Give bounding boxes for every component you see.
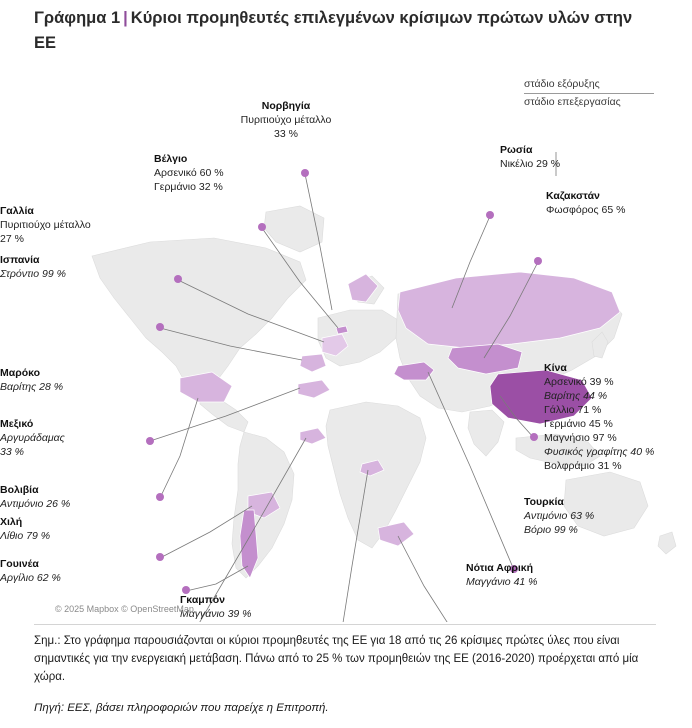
label-russia [500, 144, 560, 172]
country-item: Αντιμόνιο 26 % [0, 497, 71, 510]
country-item: Μαγγάνιο 39 % [180, 607, 252, 620]
map-figure [0, 66, 692, 622]
label-turkey [524, 496, 594, 538]
country-name-china: Κίνα [544, 362, 567, 374]
label-bolivia [0, 484, 154, 512]
country-shape-morocco [298, 380, 330, 398]
country-name-kazakhstan: Καζακστάν [546, 190, 600, 202]
country-name-guinea: Γουινέα [0, 558, 39, 570]
country-name-spain: Ισπανία [0, 254, 40, 266]
footer-divider [34, 624, 656, 625]
country-items-south-africa [466, 576, 538, 590]
label-spain [0, 254, 154, 282]
country-item: Γερμάνιο 32 % [154, 180, 223, 193]
country-items-russia [500, 158, 560, 172]
title-separator: | [123, 9, 128, 27]
country-items-guinea [0, 572, 188, 586]
country-items-chile [0, 530, 180, 544]
map-attribution: © 2025 Mapbox © OpenStreetMap [55, 604, 194, 614]
country-items-belgium [154, 167, 354, 195]
country-item: Αρσενικό 39 % [544, 375, 614, 388]
label-gabon [180, 594, 330, 622]
country-items-kazakhstan [546, 204, 625, 218]
country-items-turkey [524, 510, 594, 538]
map-legend [524, 77, 654, 110]
country-shape-spain [300, 354, 326, 372]
country-name-russia: Ρωσία [500, 144, 533, 156]
country-item: Πυριτιούχο μέταλλο [240, 113, 332, 126]
country-name-turkey: Τουρκία [524, 496, 564, 508]
country-item: Γερμάνιο 45 % [544, 417, 613, 430]
country-item: Αργίλιο 62 % [0, 571, 61, 584]
figure-note: Σημ.: Στο γράφημα παρουσιάζονται οι κύριοι προμηθευτές της ΕΕ για 18 από τις 26 κρίσιμες πρώτες ύλες που είναι σημαντικές για την ενεργειακή μετάβαση. Πάνω από το 25 % των προμηθειών της ΕΕ (2016-2020) προέρχεται από μία χώρα. [34, 635, 639, 684]
country-items-china [544, 376, 654, 474]
country-item: Μαγνήσιο 97 % [544, 431, 617, 444]
country-name-morocco: Μαρόκο [0, 367, 41, 379]
country-name-norway: Νορβηγία [261, 100, 311, 112]
country-item: Γάλλιο 71 % [544, 403, 602, 416]
country-item: Πυριτιούχο μέταλλο [0, 218, 91, 231]
country-name-belgium: Βέλγιο [154, 153, 188, 165]
country-name-bolivia: Βολιβία [0, 484, 39, 496]
country-items-france [0, 219, 172, 247]
country-item: Αντιμόνιο 63 % [524, 509, 595, 522]
figure-source: Πηγή: ΕΕΣ, βάσει πληροφοριών που παρείχε η Επιτροπή. [34, 702, 329, 714]
country-item: 27 % [0, 232, 24, 245]
country-item: 33 % [0, 445, 24, 458]
country-item: Βαρίτης 28 % [0, 380, 64, 393]
country-item: Αρσενικό 60 % [154, 166, 224, 179]
label-belgium [154, 153, 354, 195]
country-item: Βολφράμιο 31 % [544, 459, 622, 472]
legend-processing: στάδιο επεξεργασίας [524, 96, 621, 109]
country-item: Μαγγάνιο 41 % [466, 575, 538, 588]
label-mexico [0, 418, 154, 460]
country-name-chile: Χιλή [0, 516, 23, 528]
country-name-mexico: Μεξικό [0, 418, 34, 430]
country-name-gabon: Γκαμπόν [180, 594, 225, 606]
label-france [0, 205, 172, 247]
label-kazakhstan [546, 190, 625, 218]
country-item: Νικέλιο 29 % [500, 157, 561, 170]
country-shape-mexico [180, 372, 232, 402]
country-item: Αργυράδαμας [0, 431, 65, 444]
legend-extraction: στάδιο εξόρυξης [524, 77, 654, 94]
country-item: 33 % [274, 127, 298, 140]
label-south-africa [466, 562, 538, 590]
label-guinea [0, 558, 188, 586]
country-items-morocco [0, 381, 144, 395]
page-title [34, 6, 654, 56]
label-morocco [0, 367, 144, 395]
country-items-spain [0, 268, 154, 282]
figure-label: Γράφημα 1 [34, 9, 121, 27]
country-item: Στρόντιο 99 % [0, 267, 66, 280]
country-item: Φωσφόρος 65 % [546, 203, 626, 216]
country-items-gabon [180, 608, 330, 622]
country-item: Βαρίτης 44 % [544, 389, 608, 402]
label-china [544, 362, 654, 474]
label-norway [186, 100, 386, 142]
country-item: Φυσικός γραφίτης 40 % [544, 445, 655, 458]
figure-title-text: Κύριοι προμηθευτές επιλεγμένων κρίσιμων πρώτων υλών στην ΕΕ [34, 9, 633, 52]
country-item: Βόριο 99 % [524, 523, 578, 536]
country-items-norway [186, 114, 386, 142]
country-name-south-africa: Νότια Αφρική [466, 562, 534, 574]
label-chile [0, 516, 180, 544]
country-item: Λίθιο 79 % [0, 529, 51, 542]
country-name-france: Γαλλία [0, 205, 34, 217]
country-items-mexico [0, 432, 154, 460]
country-items-bolivia [0, 498, 154, 512]
